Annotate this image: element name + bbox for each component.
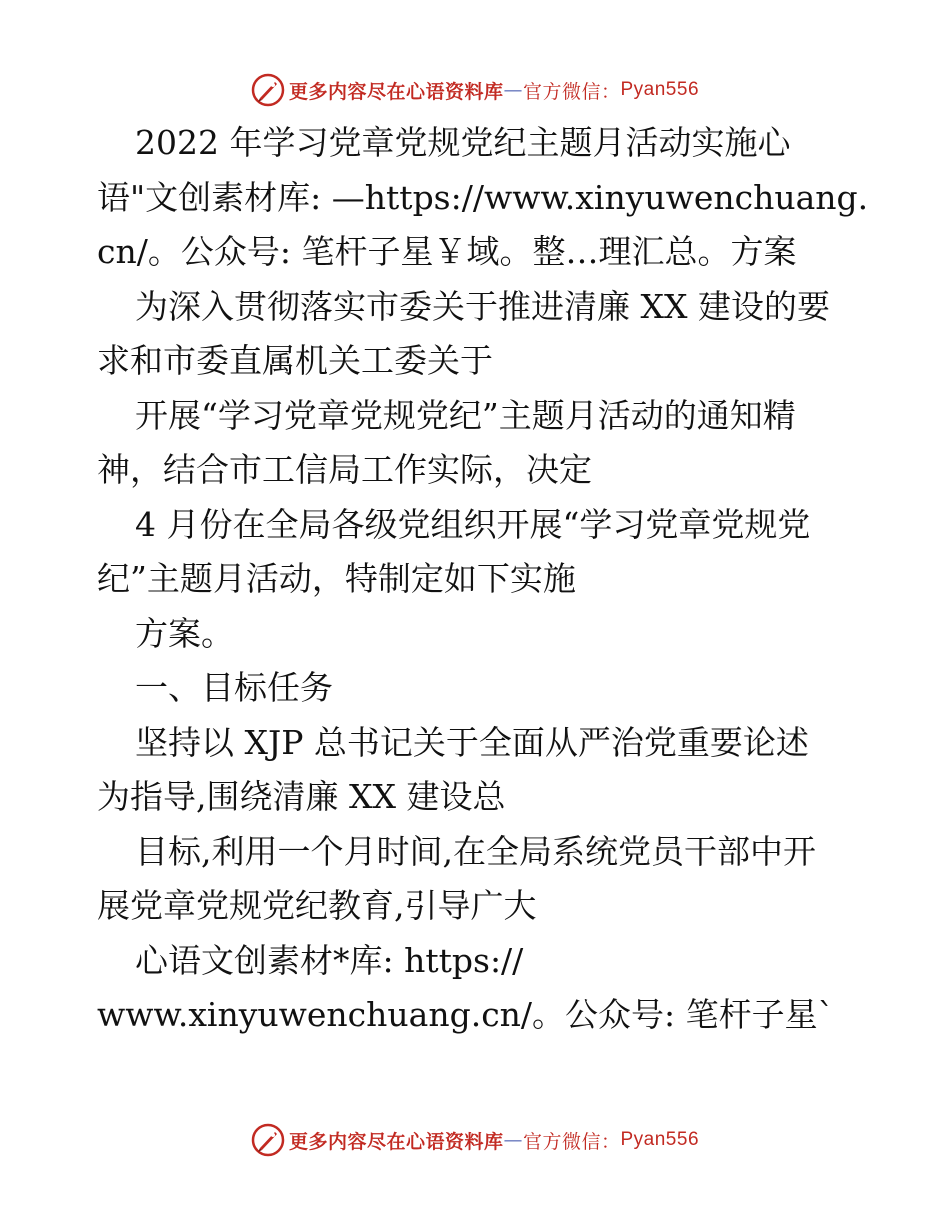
- banner-sub-text: 官方微信：: [522, 1130, 621, 1153]
- section-heading: 一、目标任务: [135, 668, 333, 707]
- quill-pen-logo-icon: [251, 1123, 285, 1157]
- banner-separator: —: [503, 79, 523, 101]
- doc-line: 求和市委直属机关工委关于: [97, 341, 493, 380]
- banner-main-text: 更多内容尽在心语资料库: [288, 1130, 504, 1153]
- doc-line: cn/。公众号: 笔杆子星￥域。整…理汇总。方案: [97, 232, 797, 271]
- banner-wechat-id: Pyan556: [620, 1129, 700, 1150]
- header-banner: [0, 70, 950, 110]
- banner-main-text: 更多内容尽在心语资料库: [288, 80, 504, 103]
- doc-line: 为指导,围绕清廉 XX 建设总: [97, 777, 506, 816]
- doc-line: 语"文创素材库: —https://www.xinyuwenchuang.: [97, 177, 869, 217]
- doc-line: 开展“学习党章党规党纪”主题月活动的通知精: [135, 395, 796, 435]
- doc-line: 展党章党规党纪教育,引导广大: [97, 886, 537, 925]
- banner-sub-text: 官方微信：: [522, 80, 621, 103]
- doc-line: 神，结合市工信局工作实际，决定: [97, 450, 592, 489]
- doc-line: 2022 年学习党章党规党纪主题月活动实施心: [135, 123, 791, 162]
- doc-line: 纪”主题月活动，特制定如下实施: [97, 559, 576, 598]
- doc-line: www.xinyuwenchuang.cn/。公众号: 笔杆子星`: [97, 995, 835, 1034]
- doc-line: 方案。: [135, 613, 234, 653]
- doc-line: 目标,利用一个月时间,在全局系统党员干部中开: [135, 831, 816, 871]
- doc-line: 坚持以 XJP 总书记关于全面从严治党重要论述: [135, 722, 809, 762]
- doc-line: 4 月份在全局各级党组织开展“学习党章党规党: [135, 504, 811, 544]
- quill-pen-logo-icon: [251, 73, 285, 107]
- document-body: [97, 116, 869, 1043]
- banner-separator: —: [503, 1129, 523, 1151]
- banner-wechat-id: Pyan556: [620, 79, 700, 100]
- footer-banner: [0, 1120, 950, 1160]
- doc-line: 为深入贯彻落实市委关于推进清廉 XX 建设的要: [135, 286, 830, 326]
- doc-line: 心语文创素材*库: https://: [135, 940, 524, 980]
